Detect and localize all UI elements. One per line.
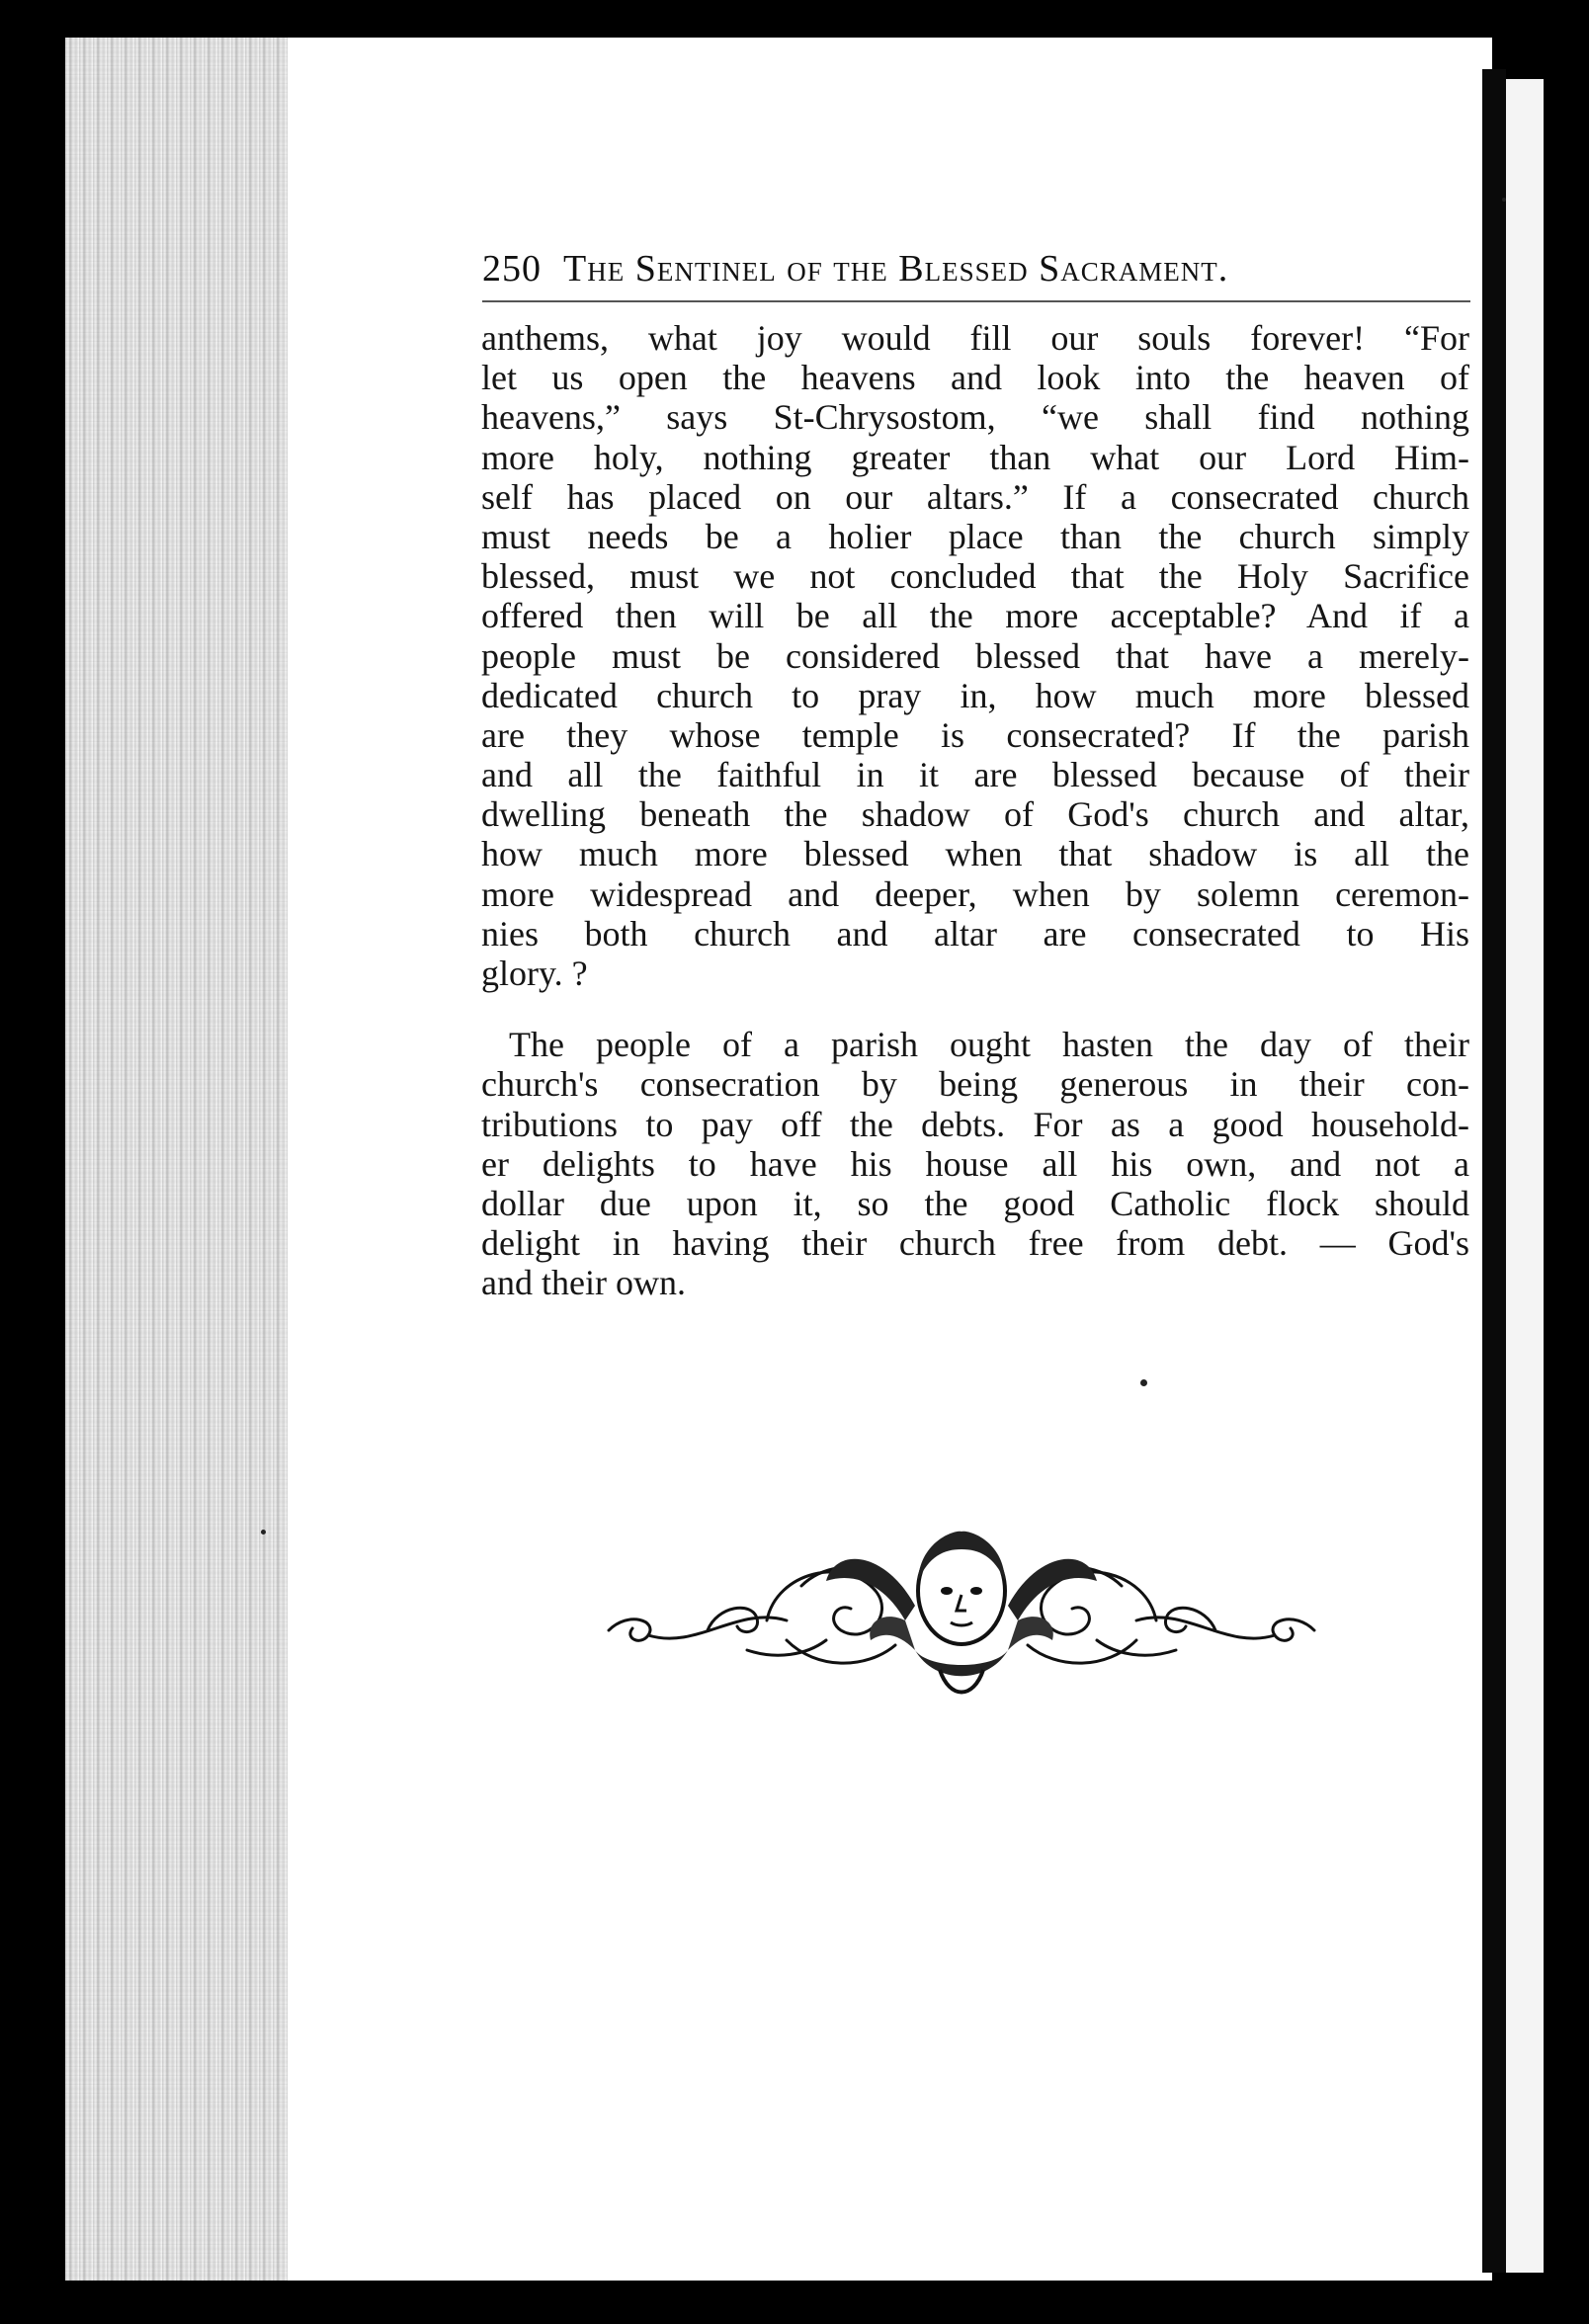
text-line: heavens,” says St-Chrysostom, “we shall find nothing	[481, 397, 1469, 438]
text-line: tributions to pay off the debts. For as a good household-	[481, 1104, 1469, 1144]
text-line: delight in having their church free from debt. — God's	[481, 1223, 1469, 1264]
facing-page-edge	[1506, 79, 1544, 2273]
running-header	[482, 247, 1470, 290]
body-text	[481, 318, 1469, 1303]
text-line: er delights to have his house all his own, and not a	[481, 1143, 1469, 1184]
page-number: 250	[482, 248, 542, 290]
running-title: The Sentinel of the Blessed Sacrament.	[563, 248, 1229, 290]
text-line: blessed, must we not concluded that the Holy Sacrifice	[481, 556, 1469, 597]
text-line: let us open the heavens and look into the heaven of	[481, 358, 1469, 398]
text-line: how much more blessed when that shadow is all the	[481, 834, 1469, 874]
text-line: The people of a parish ought hasten the day of their	[509, 1025, 1469, 1065]
text-line: more widespread and deeper, when by solemn ceremon-	[481, 873, 1469, 914]
text-line: nies both church and altar are consecrated to His	[481, 913, 1469, 954]
text-line: more holy, nothing greater than what our Lord Him-	[481, 437, 1469, 477]
text-line: dwelling beneath the shadow of God's church and altar,	[481, 794, 1469, 835]
paragraph-2	[481, 1025, 1469, 1302]
ink-speck	[1140, 1379, 1147, 1386]
page-edges	[65, 38, 288, 2281]
paragraph-1	[481, 318, 1469, 993]
text-line: self has placed on our altars.” If a consecrated church	[481, 476, 1469, 517]
angel-head-scrollwork-ornament-icon	[589, 1512, 1334, 1709]
book-gutter	[1482, 69, 1506, 2273]
text-line: are they whose temple is consecrated? If the parish	[481, 714, 1469, 755]
text-line: and all the faithful in it are blessed because of their	[481, 755, 1469, 795]
text-line: and their own.	[481, 1263, 686, 1303]
ink-speck	[1502, 198, 1506, 202]
header-rule	[482, 300, 1470, 302]
text-line: dollar due upon it, so the good Catholic flock should	[481, 1183, 1469, 1223]
ink-speck	[261, 1530, 266, 1535]
text-line: offered then will be all the more acceptable? And if a	[481, 596, 1469, 636]
text-line: church's consecration by being generous in their con-	[481, 1064, 1469, 1105]
text-line: dedicated church to pray in, how much more blessed	[481, 675, 1469, 715]
text-line: anthems, what joy would fill our souls forever! “For	[481, 318, 1469, 358]
text-line: glory. ?	[481, 954, 588, 993]
text-line: must needs be a holier place than the church simply	[481, 516, 1469, 556]
text-line: people must be considered blessed that have a merely-	[481, 635, 1469, 676]
